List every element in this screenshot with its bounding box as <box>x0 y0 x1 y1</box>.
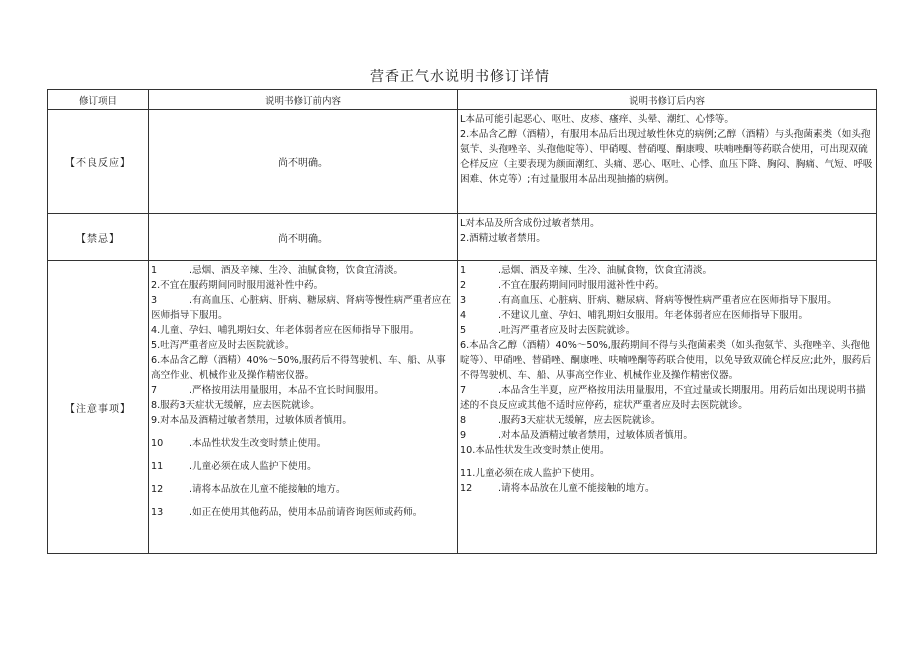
row-precautions <box>48 261 877 554</box>
list-item <box>151 338 455 353</box>
item-text: .儿童必须在成人监护下使用。 <box>189 461 317 472</box>
header-before: 说明书修订前内容 <box>149 90 458 110</box>
before-content <box>149 261 458 554</box>
item-text: .服药3天症状无缓解，应去医院就诊。 <box>498 415 661 426</box>
item-text: 2.不宜在服药期间同时服用滋补性中药。 <box>151 280 324 291</box>
item-text: .请将本品放在儿童不能接触的地方。 <box>498 483 655 494</box>
item-number: 7 <box>460 385 467 396</box>
item-text: 4.儿童、孕妇、哺乳期妇女、年老体弱者应在医师指导下服用。 <box>151 325 420 336</box>
item-text: 6.本品含乙醇（酒精）40%～50%,服药期间不得与头孢菌素类（如头孢氨苄、头孢唑辛、头孢他啶等）、甲硝唑、替硝唑、酮康唑、呋喃唑酮等药联合使用，以免导致双硫仑样反应;此外，服药后不得驾驶机、车、船、从事高空作业、机械作业及操作精密仪器。 <box>460 340 871 381</box>
list-item <box>460 481 874 496</box>
item-number: 5 <box>460 325 467 336</box>
item-number: 1 <box>460 265 467 276</box>
before-content: 尚不明确。 <box>149 214 458 261</box>
row-label: 【注意事项】 <box>48 261 149 554</box>
item-number: 13 <box>151 507 164 518</box>
list-item <box>460 443 874 458</box>
after-content <box>458 261 877 554</box>
before-content: 尚不明确。 <box>149 110 458 214</box>
item-number: 4 <box>460 310 467 321</box>
list-item <box>460 338 874 383</box>
list-item <box>460 278 874 293</box>
revision-table <box>47 89 877 554</box>
list-item <box>151 436 455 451</box>
list-item <box>460 308 874 323</box>
item-number: 12 <box>460 483 473 494</box>
item-text: .请将本品放在儿童不能接触的地方。 <box>189 484 346 495</box>
list-item <box>151 398 455 413</box>
row-label: 【不良反应】 <box>48 110 149 214</box>
list-item <box>460 323 874 338</box>
item-text: 6.本品含乙醇（酒精）40%～50%,服药后不得驾驶机、车、船、从事高空作业、机械作业及操作精密仪器。 <box>151 355 446 381</box>
item-text: .吐泻严重者应及时去医院就诊。 <box>498 325 636 336</box>
item-text: .忌烟、酒及辛辣、生冷、油腻食物，饮食宜清淡。 <box>189 265 404 276</box>
list-item <box>151 323 455 338</box>
list-item <box>151 505 455 520</box>
row-adverse-reactions <box>48 110 877 214</box>
item-text: .有高血压、心脏病、肝病、糖尿病、肾病等慢性病严重者应在医师指导下服用。 <box>151 295 452 321</box>
item-text: .如正在使用其他药品，使用本品前请咨询医师或药师。 <box>189 507 423 518</box>
list-item <box>460 263 874 278</box>
list-item <box>151 263 455 278</box>
list-item: L对本品及所含成份过敏者禁用。 <box>460 218 600 229</box>
header-item: 修订项目 <box>48 90 149 110</box>
table-header-row <box>48 90 877 110</box>
list-item <box>460 293 874 308</box>
item-number: 1 <box>151 265 158 276</box>
item-text: 8.服药3天症状无缓解，应去医院就诊。 <box>151 400 320 411</box>
item-number: 12 <box>151 484 164 495</box>
item-text: .严格按用法用量服用，本品不宜长时间服用。 <box>189 385 384 396</box>
item-number: 2 <box>460 280 467 291</box>
list-item: L本品可能引起恶心、呕吐、皮疹、瘙痒、头晕、潮红、心悸等。 <box>460 114 734 125</box>
after-content <box>458 110 877 214</box>
list-item <box>460 428 874 443</box>
item-number: 8 <box>460 415 467 426</box>
list-item: 2.酒精过敏者禁用。 <box>460 233 546 244</box>
list-item: 2.本品含乙醇（酒精），有服用本品后出现过敏性休克的病例;乙醇（酒精）与头孢菌素类（如头孢氨苄、头孢唑辛、头孢他啶等）、甲硝嘎、替硝嘎、酮康嗖、呋喃唑酮等药联合使用，可出现双硫仑样反应（主要表现为颜面潮红、头痛、恶心、呕吐、心悸、血压下降、胸闷、胸痛、气短、呼吸困难、休克等）;有过量服用本品出现抽搐的病例。 <box>460 129 873 185</box>
item-text: 10.本品性状发生改变时禁止使用。 <box>460 445 610 456</box>
list-item <box>460 383 874 413</box>
item-text: .本品性状发生改变时禁止使用。 <box>189 438 327 449</box>
item-number: 3 <box>460 295 467 306</box>
list-item <box>151 413 455 428</box>
document-title: 营香正气水说明书修订详情 <box>370 69 550 85</box>
item-text: 9.对本品及酒精过敏者禁用，过敏体质者慎用。 <box>151 415 353 426</box>
list-item <box>460 466 874 481</box>
after-content <box>458 214 877 261</box>
list-item <box>151 278 455 293</box>
list-item <box>151 383 455 398</box>
item-number: 9 <box>460 430 467 441</box>
item-number: 10 <box>151 438 164 449</box>
header-after: 说明书修订后内容 <box>458 90 877 110</box>
item-text: .不宜在服药期间同时服用滋补性中药。 <box>498 280 665 291</box>
item-number: 3 <box>151 295 158 306</box>
list-item <box>151 459 455 474</box>
item-number: 7 <box>151 385 158 396</box>
row-contraindications <box>48 214 877 261</box>
list-item <box>460 413 874 428</box>
list-item <box>151 293 455 323</box>
row-label: 【禁忌】 <box>48 214 149 261</box>
item-number: 11 <box>151 461 164 472</box>
list-item <box>151 482 455 497</box>
item-text: 11.儿童必须在成人监护下使用。 <box>460 468 600 479</box>
item-text: .对本品及酒精过敏者禁用，过敏体质者慎用。 <box>498 430 693 441</box>
list-item <box>151 353 455 383</box>
item-text: .本品含生半夏，应严格按用法用量服用，不宜过量或长期服用。用药后如出现说明书描述的不良反应或其他不适时应停药，症状严重者应及时去医院就诊。 <box>460 385 866 411</box>
item-text: .忌烟、酒及辛辣、生冷、油腻食物，饮食宜清淡。 <box>498 265 713 276</box>
item-text: .有高血压、心脏病、肝病、糖尿病、肾病等慢性病严重者应在医师指导下服用。 <box>498 295 837 306</box>
item-text: .不建议儿童、孕妇、哺乳期妇女服用。年老体弱者应在医师指导下服用。 <box>498 310 809 321</box>
item-text: 5.吐泻严重者应及时去医院就诊。 <box>151 340 295 351</box>
